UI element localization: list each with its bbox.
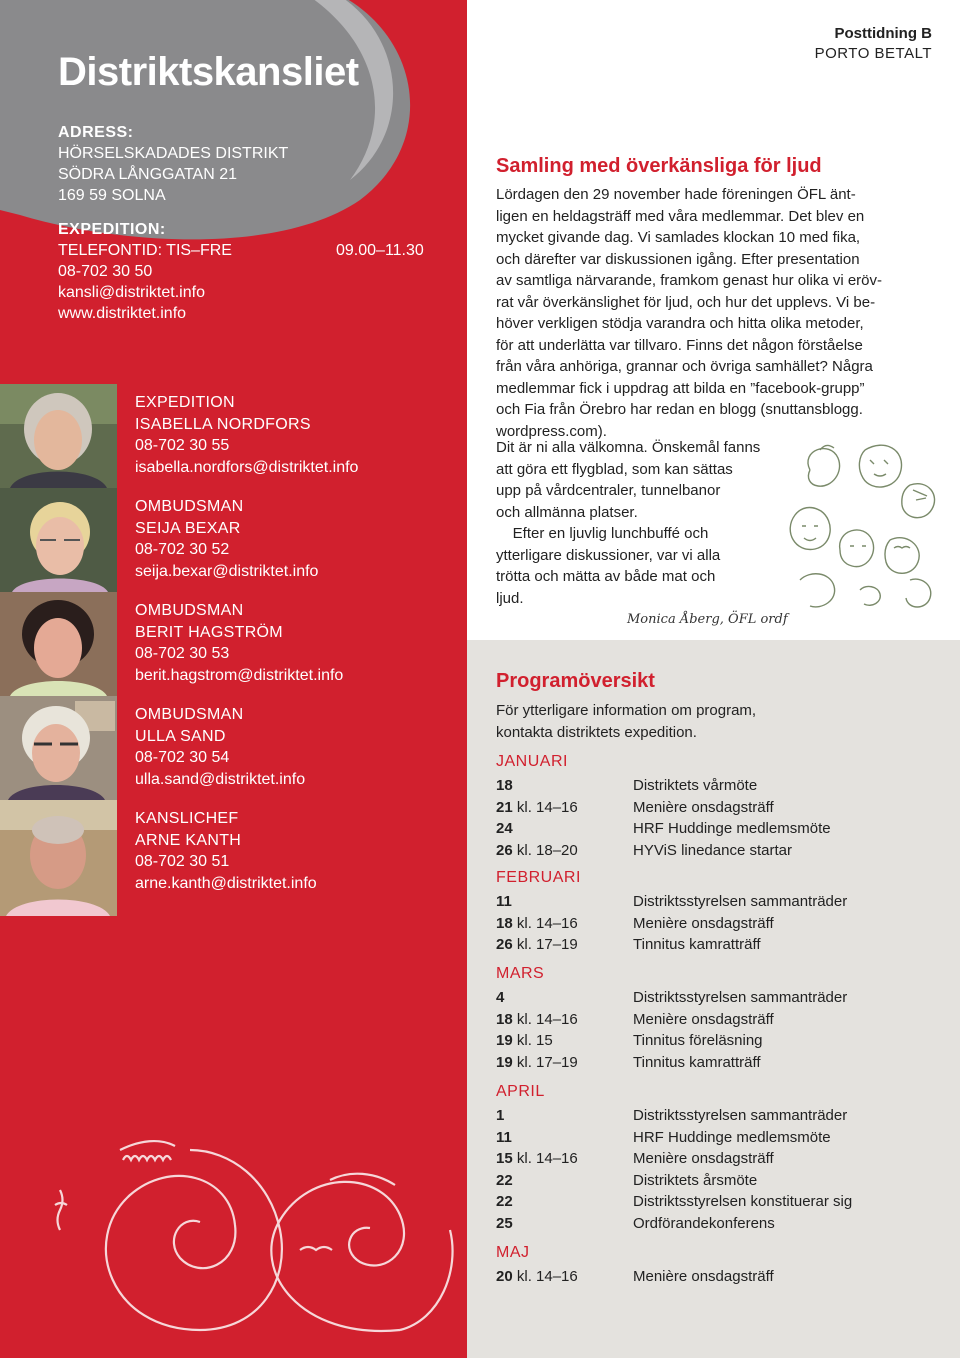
program-event <box>496 818 936 840</box>
article-line: ljud. <box>496 589 524 607</box>
event-description: Distriktets vårmöte <box>633 777 758 794</box>
article-line: medlemmar fick i uppdrag att bilda en ”facebook-grupp” <box>496 379 865 397</box>
article-line: för att underlätta var tillvaro. Finns det någon förståelse <box>496 336 863 354</box>
article-line: ytterligare diskussioner, var vi alla <box>496 546 721 564</box>
article-body-narrow <box>496 437 771 609</box>
event-description: Distriktsstyrelsen sammanträder <box>633 893 848 910</box>
program-event <box>496 1213 936 1235</box>
postage-line1: Posttidning B <box>834 25 932 42</box>
program-event <box>496 1148 936 1170</box>
event-date: 18 <box>496 777 513 794</box>
event-description: Menière onsdagsträff <box>633 1268 774 1285</box>
staff-role: EXPEDITION <box>135 394 235 411</box>
month-heading: MAJ <box>496 1244 530 1261</box>
program-event <box>496 987 936 1009</box>
staff-email-link[interactable]: berit.hagstrom@distriktet.info <box>135 666 344 684</box>
article-line: mycket givande dag. Vi samlades klockan 10 med fika, <box>496 229 861 246</box>
staff-photo <box>0 800 117 916</box>
event-date: 25 <box>496 1215 513 1232</box>
article-line: och Fia från Örebro har redan en blogg (snuttansblogg. <box>496 401 863 418</box>
article-signature: Monica Åberg, ÖFL ordf <box>627 612 788 627</box>
program-intro-line: För ytterligare information om program, <box>496 702 757 719</box>
staff-name: ISABELLA NORDFORS <box>135 415 311 433</box>
staff-role: OMBUDSMAN <box>135 602 244 619</box>
event-date: 22 <box>496 1193 513 1211</box>
program-intro-line: kontakta distriktets expedition. <box>496 723 697 741</box>
expedition-block <box>58 219 458 324</box>
article-line: Lördagen den 29 november hade föreningen ÖFL änt- <box>496 186 856 203</box>
article-line: och allmänna platser. <box>496 503 638 521</box>
phone-hours-label: TELEFONTID: TIS–FRE <box>58 242 232 259</box>
staff-role: KANSLICHEF <box>135 810 239 827</box>
program-event <box>496 1009 936 1031</box>
staff-phone: 08-702 30 53 <box>135 645 230 662</box>
staff-name: BERIT HAGSTRÖM <box>135 623 283 641</box>
article-line: och därefter var diskussionen igång. Efter presentation <box>496 250 860 268</box>
event-date: 15 kl. 14–16 <box>496 1150 578 1168</box>
phone-hours-time: 09.00–11.30 <box>336 242 424 259</box>
address-block <box>58 122 288 206</box>
staff-card <box>0 384 467 488</box>
event-description: Tinnitus kamratträff <box>633 936 761 954</box>
article-line: från våra anhöriga, grannar och övriga samhället? Några <box>496 358 873 375</box>
event-description: Distriktsstyrelsen sammanträder <box>633 1107 848 1124</box>
program-event <box>496 797 936 819</box>
staff-photo <box>0 384 117 488</box>
article-line: höver verkligen stödja varandra och hitta olika metoder, <box>496 315 864 332</box>
article-line: Efter en ljuvlig lunchbuffé och <box>496 525 709 542</box>
program-event <box>496 1105 936 1127</box>
staff-photo <box>0 488 117 592</box>
district-office-panel <box>0 0 467 1358</box>
expedition-heading: EXPEDITION: <box>58 221 166 238</box>
address-heading: ADRESS: <box>58 124 134 141</box>
event-date: 19 kl. 15 <box>496 1032 553 1050</box>
event-date: 4 <box>496 989 505 1006</box>
office-phone: 08-702 30 50 <box>58 263 153 280</box>
program-section <box>467 640 960 1358</box>
staff-email-link[interactable]: arne.kanth@distriktet.info <box>135 874 317 892</box>
article-line: ligen en heldagsträff med våra medlemmar. Det blev en <box>496 207 865 225</box>
article-line: att göra ett flygblad, som kan sättas <box>496 460 733 478</box>
event-description: HYViS linedance startar <box>633 841 792 859</box>
event-date: 18 kl. 14–16 <box>496 914 578 932</box>
month-heading: JANUARI <box>496 753 568 770</box>
staff-name: ARNE KANTH <box>135 831 242 849</box>
article-title: Samling med överkänsliga för ljud <box>496 155 822 177</box>
staff-email-link[interactable]: seija.bexar@distriktet.info <box>135 562 319 580</box>
event-date: 21 kl. 14–16 <box>496 798 578 816</box>
staff-photo <box>0 696 117 800</box>
program-event <box>496 1127 936 1149</box>
program-event <box>496 1191 936 1213</box>
event-description: HRF Huddinge medlemsmöte <box>633 820 831 838</box>
program-event <box>496 934 936 956</box>
event-description: Distriktsstyrelsen konstituerar sig <box>633 1193 853 1211</box>
staff-phone: 08-702 30 52 <box>135 541 230 558</box>
event-date: 24 <box>496 820 513 838</box>
event-date: 1 <box>496 1107 505 1124</box>
address-line: 169 59 SOLNA <box>58 187 166 204</box>
event-date: 11 <box>496 1128 512 1146</box>
program-title: Programöversikt <box>496 670 655 692</box>
staff-email-link[interactable]: isabella.nordfors@distriktet.info <box>135 458 359 476</box>
postage-line2: PORTO BETALT <box>814 45 932 62</box>
article-line: Dit är ni alla välkomna. Önskemål fanns <box>496 439 761 456</box>
office-email-link[interactable]: kansli@distriktet.info <box>58 284 205 301</box>
staff-card <box>0 800 467 916</box>
staff-role: OMBUDSMAN <box>135 706 244 723</box>
staff-phone: 08-702 30 51 <box>135 853 230 870</box>
event-description: Menière onsdagsträff <box>633 914 774 932</box>
staff-phone: 08-702 30 55 <box>135 437 230 454</box>
event-description: Menière onsdagsträff <box>633 1010 774 1028</box>
program-event <box>496 913 936 935</box>
event-description: Menière onsdagsträff <box>633 1150 774 1168</box>
program-event <box>496 840 936 862</box>
article-line: av samtliga närvarande, framkom genast hur olika vi eröv- <box>496 272 883 289</box>
staff-phone: 08-702 30 54 <box>135 749 230 766</box>
staff-card <box>0 488 467 592</box>
event-description: Distriktsstyrelsen sammanträder <box>633 989 848 1006</box>
event-description: Tinnitus kamratträff <box>633 1053 761 1071</box>
article-line: upp på vårdcentraler, tunnelbanor <box>496 482 721 499</box>
article-body <box>496 184 926 442</box>
address-line: HÖRSELSKADADES DISTRIKT <box>58 145 289 162</box>
snail-drawing <box>55 1141 453 1331</box>
event-date: 20 kl. 14–16 <box>496 1268 578 1285</box>
address-line: SÖDRA LÅNGGATAN 21 <box>58 166 238 183</box>
staff-name: SEIJA BEXAR <box>135 519 241 537</box>
event-date: 19 kl. 17–19 <box>496 1053 578 1071</box>
page-title: Distriktskansliet <box>58 50 359 94</box>
staff-name: ULLA SAND <box>135 727 226 745</box>
program-event <box>496 1030 936 1052</box>
event-description: HRF Huddinge medlemsmöte <box>633 1128 831 1146</box>
faces-sketch-illustration <box>770 430 950 620</box>
program-event <box>496 775 936 797</box>
staff-role: OMBUDSMAN <box>135 498 244 515</box>
program-intro <box>496 700 836 743</box>
event-description: Menière onsdagsträff <box>633 798 774 816</box>
article-line: wordpress.com). <box>496 422 607 440</box>
program-event <box>496 1266 936 1288</box>
month-heading: MARS <box>496 965 545 982</box>
staff-email-link[interactable]: ulla.sand@distriktet.info <box>135 770 306 788</box>
event-description: Tinnitus föreläsning <box>633 1032 763 1050</box>
event-description: Distriktets årsmöte <box>633 1171 758 1189</box>
event-date: 22 <box>496 1171 513 1189</box>
office-website-link[interactable]: www.distriktet.info <box>58 305 187 322</box>
event-date: 11 <box>496 893 512 910</box>
staff-photo <box>0 592 117 696</box>
staff-card <box>0 592 467 696</box>
month-heading: APRIL <box>496 1083 545 1100</box>
program-event <box>496 1170 936 1192</box>
event-date: 26 kl. 18–20 <box>496 841 578 859</box>
article-line: trötta och mätta av både mat och <box>496 568 716 585</box>
article-section <box>467 0 960 640</box>
staff-card <box>0 696 467 800</box>
month-heading: FEBRUARI <box>496 869 581 886</box>
event-description: Ordförandekonferens <box>633 1215 775 1232</box>
program-event <box>496 1052 936 1074</box>
event-date: 26 kl. 17–19 <box>496 936 578 954</box>
postage-label <box>815 24 932 64</box>
program-event <box>496 891 936 913</box>
event-date: 18 kl. 14–16 <box>496 1010 578 1028</box>
article-line: rat vår överkänslighet för ljud, och hur det upplevs. Vi be- <box>496 293 876 311</box>
